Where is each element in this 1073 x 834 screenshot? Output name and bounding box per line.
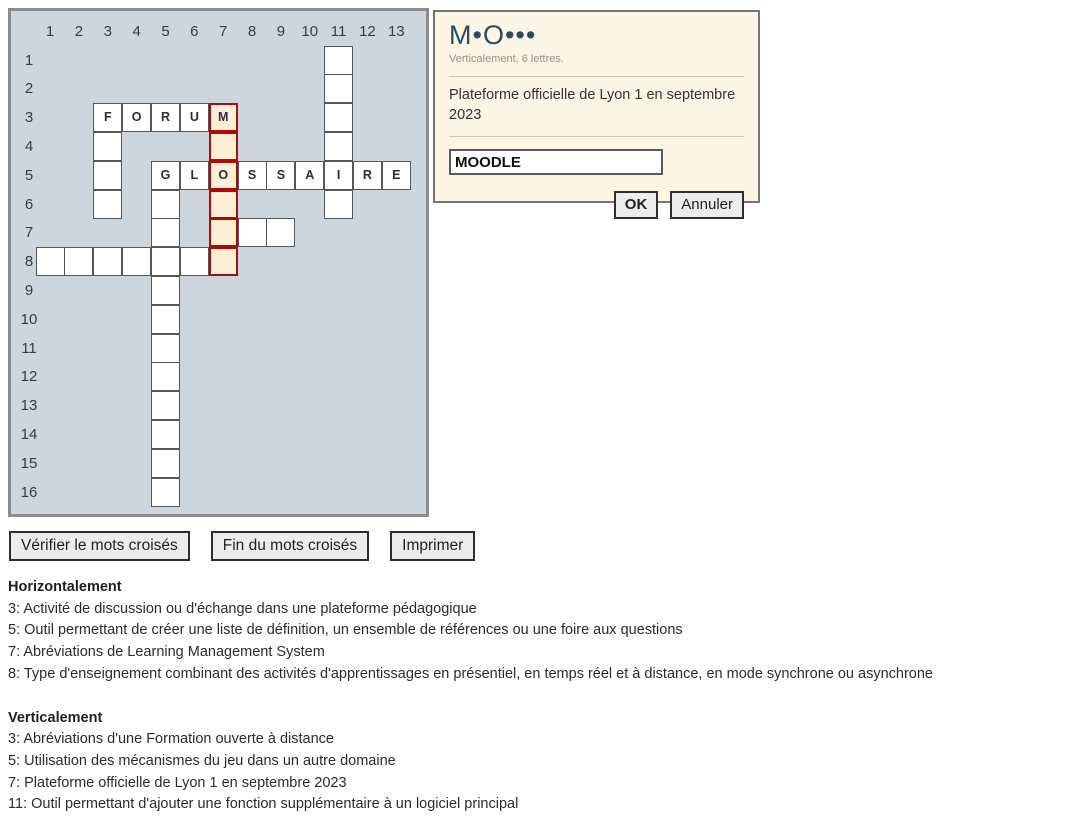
row-label: 3 <box>24 109 34 127</box>
clue-line: 7: Plateforme officielle de Lyon 1 en septembre 2023 <box>8 774 347 791</box>
dialog-clue-text: Plateforme officielle de Lyon 1 en septembre 2023 <box>449 87 736 123</box>
ok-button[interactable]: OK <box>614 191 659 219</box>
dialog-divider-bottom <box>449 136 744 137</box>
row-label: 7 <box>24 224 34 242</box>
col-label: 9 <box>276 23 286 40</box>
col-label: 10 <box>301 23 319 40</box>
grid-cell[interactable] <box>209 190 238 219</box>
grid-cell[interactable] <box>36 247 65 276</box>
col-label: 1 <box>45 23 55 40</box>
dialog-divider-top <box>449 76 744 77</box>
grid-cell[interactable] <box>209 218 238 247</box>
dialog-buttons <box>449 191 744 219</box>
col-label: 7 <box>219 23 228 40</box>
clue-line: 5: Utilisation des mécanismes du jeu dans un autre domaine <box>8 752 396 769</box>
col-label: 13 <box>387 23 405 40</box>
grid-cell[interactable] <box>238 218 267 247</box>
clue-line: 8: Type d'enseignement combinant des activités d'apprentissages en présentiel, en temps réel et à distance, en mode synchrone ou asynchrone <box>8 665 933 682</box>
clue-lists <box>8 577 1068 816</box>
row-label: 2 <box>24 80 34 98</box>
horizontal-clues <box>8 599 1068 686</box>
col-label: 2 <box>74 23 84 40</box>
clue-line: 3: Abréviations d'une Formation ouverte à distance <box>8 731 334 748</box>
vertical-clues-section <box>8 708 1068 817</box>
grid-cell[interactable] <box>209 132 238 161</box>
grid-cell[interactable] <box>64 247 93 276</box>
row-label: 5 <box>24 166 34 184</box>
grid-cell[interactable]: L <box>180 161 209 190</box>
row-label: 4 <box>24 137 34 155</box>
answer-pattern: M•O••• <box>449 20 537 50</box>
row-label: 11 <box>21 339 37 357</box>
grid-cell[interactable]: I <box>324 161 353 190</box>
grid-cell[interactable] <box>151 449 180 478</box>
row-label: 14 <box>20 425 38 443</box>
grid-cell[interactable] <box>180 247 209 276</box>
grid-cell[interactable] <box>151 218 180 247</box>
vertical-clues <box>8 729 1068 816</box>
col-label: 8 <box>247 23 257 40</box>
grid-cell[interactable] <box>93 190 122 219</box>
vertical-clues-title: Verticalement <box>8 709 103 726</box>
row-label: 16 <box>20 483 38 501</box>
row-label: 10 <box>20 310 38 328</box>
answer-dialog <box>433 10 760 213</box>
grid-cell[interactable] <box>151 190 180 219</box>
clue-line: 3: Activité de discussion ou d'échange dans une plateforme pédagogique <box>8 600 477 617</box>
grid-cell[interactable] <box>151 334 180 363</box>
col-label: 6 <box>190 23 199 40</box>
grid-cell[interactable] <box>151 391 180 420</box>
row-label: 1 <box>24 51 34 69</box>
col-label: 4 <box>132 23 141 40</box>
cancel-button[interactable]: Annuler <box>670 191 744 219</box>
grid-cell[interactable] <box>93 132 122 161</box>
grid-cell[interactable] <box>93 247 122 276</box>
grid-cell[interactable] <box>93 161 122 190</box>
clue-line: 11: Outil permettant d'ajouter une fonction supplémentaire à un logiciel principal <box>8 796 519 813</box>
row-label: 13 <box>20 397 38 415</box>
col-label: 5 <box>161 23 170 40</box>
row-label: 6 <box>24 195 34 213</box>
crossword-grid <box>8 8 429 517</box>
grid-cell[interactable]: M <box>209 103 238 132</box>
crossword-toolbar <box>9 531 475 561</box>
horizontal-clues-section <box>8 577 1068 686</box>
clue-line: 5: Outil permettant de créer une liste de définition, un ensemble de références ou une foire aux questions <box>8 622 683 639</box>
finish-crossword-button[interactable]: Fin du mots croisés <box>211 531 369 561</box>
grid-cell[interactable] <box>324 132 353 161</box>
check-crossword-button[interactable]: Vérifier le mots croisés <box>9 531 190 561</box>
horizontal-clues-title: Horizontalement <box>8 579 122 595</box>
col-label: 3 <box>103 23 112 40</box>
grid-cell[interactable]: G <box>151 161 180 190</box>
answer-direction-length: Verticalement, 6 lettres. <box>449 53 564 65</box>
grid-cell[interactable]: O <box>122 103 151 132</box>
grid-cell[interactable]: R <box>151 103 180 132</box>
row-label: 12 <box>20 368 38 386</box>
grid-cell[interactable]: E <box>382 161 411 190</box>
grid-cell[interactable]: F <box>93 103 122 132</box>
grid-cell[interactable] <box>151 276 180 305</box>
grid-cell[interactable] <box>324 46 353 75</box>
grid-cell[interactable]: O <box>209 161 238 190</box>
grid-cell[interactable]: U <box>180 103 209 132</box>
grid-cell[interactable] <box>266 218 295 247</box>
grid-cell[interactable] <box>151 362 180 391</box>
grid-cell[interactable] <box>122 247 151 276</box>
grid-cell[interactable] <box>209 247 238 276</box>
row-label: 9 <box>24 281 34 299</box>
grid-cell[interactable] <box>324 190 353 219</box>
grid-cell[interactable]: A <box>295 161 324 190</box>
grid-cell[interactable]: S <box>238 161 267 190</box>
row-label: 15 <box>20 454 38 472</box>
grid-cell[interactable] <box>324 74 353 103</box>
col-label: 11 <box>330 23 347 40</box>
print-button[interactable]: Imprimer <box>390 531 475 561</box>
grid-cell[interactable]: R <box>353 161 382 190</box>
grid-cell[interactable]: S <box>266 161 295 190</box>
grid-cell[interactable] <box>324 103 353 132</box>
grid-cell[interactable] <box>151 247 180 276</box>
row-label: 8 <box>24 253 34 271</box>
grid-cell[interactable] <box>151 420 180 449</box>
grid-cell[interactable] <box>151 478 180 507</box>
clue-line: 7: Abréviations de Learning Management System <box>8 644 325 661</box>
answer-input[interactable] <box>449 149 663 175</box>
col-label: 12 <box>359 23 376 40</box>
grid-cell[interactable] <box>151 305 180 334</box>
